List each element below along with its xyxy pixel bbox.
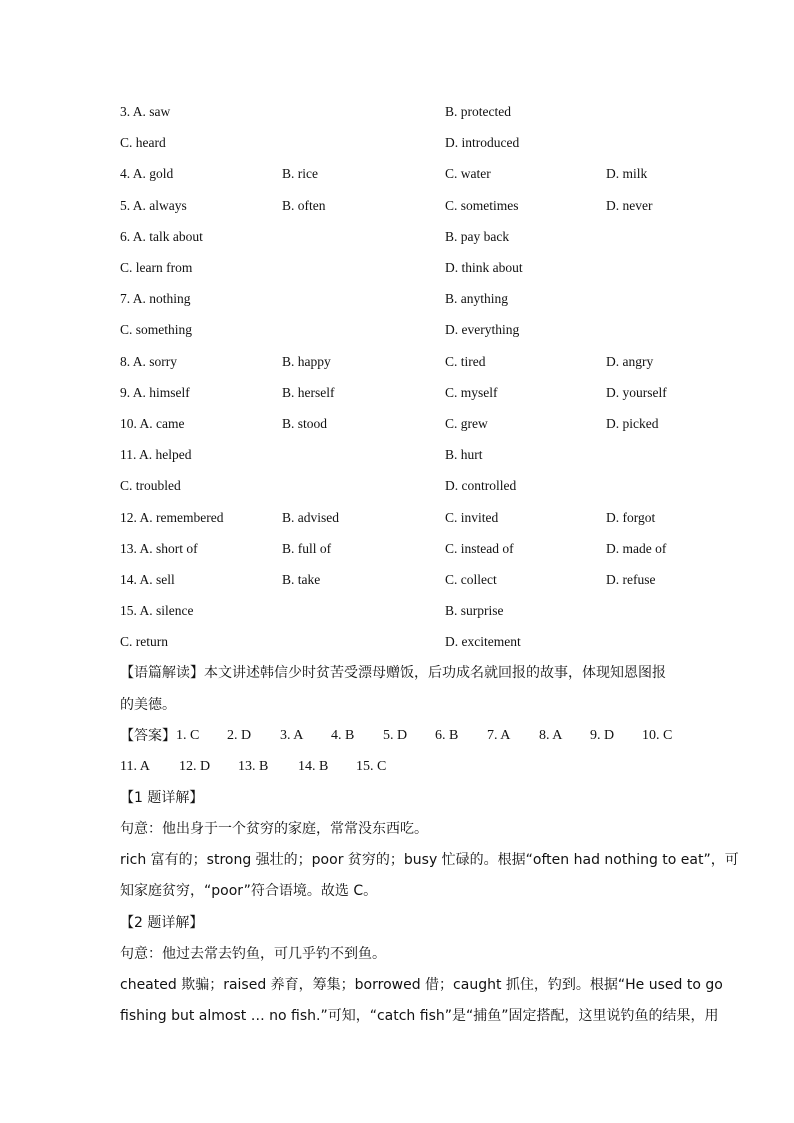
option-row: [120, 413, 680, 435]
answer-item: 5. D: [383, 728, 408, 743]
option-item: B. happy: [282, 353, 331, 369]
option-item: C. collect: [445, 572, 497, 587]
option-item: D. think about: [445, 260, 523, 275]
answer-item: 14. B: [298, 759, 329, 774]
option-item: C. water: [445, 166, 491, 182]
option-row: [120, 444, 680, 466]
option-item: 14. A. sell: [120, 572, 175, 587]
option-item: D. excitement: [445, 634, 521, 650]
q1-line-1: rich 富有的；strong 强壮的；poor 贫穷的；busy 忙碌的。根据“often had nothing to eat”，可: [120, 852, 739, 868]
option-item: 6. A. talk about: [120, 228, 203, 244]
option-item: C. myself: [445, 384, 498, 400]
q1-meaning: 句意：他出身于一个贫穷的家庭，常常没东西吃。: [120, 821, 428, 837]
option-item: 10. A. came: [120, 416, 185, 431]
option-item: C. tired: [445, 353, 486, 369]
option-item: 5. A. always: [120, 197, 187, 213]
answer-item: 11. A: [120, 759, 150, 774]
reading-line-1: 【语篇解读】本文讲述韩信少时贫苦受漂母赠饭，后功成名就回报的故事，体现知恩图报: [120, 665, 666, 681]
option-item: 15. A. silence: [120, 603, 194, 619]
option-row: [120, 226, 680, 248]
option-item: C. something: [120, 322, 193, 338]
option-row: [120, 569, 680, 591]
answer-item: 12. D: [179, 759, 211, 774]
q1-heading: 【1 题详解】: [120, 790, 204, 806]
option-item: 7. A. nothing: [120, 291, 191, 307]
answer-item: 9. D: [590, 728, 615, 743]
option-item: C. heard: [120, 135, 166, 151]
q2-heading: 【2 题详解】: [120, 915, 204, 931]
option-item: 13. A. short of: [120, 540, 198, 556]
option-item: 4. A. gold: [120, 166, 174, 182]
option-item: C. instead of: [445, 540, 514, 556]
answer-item: 7. A: [487, 728, 511, 743]
option-row: [120, 319, 680, 341]
option-item: B. pay back: [445, 228, 510, 244]
q2-line-2: fishing but almost … no fish.”可知，“catch fish”是“捕鱼”固定搭配，这里说钓鱼的结果，用: [120, 1008, 719, 1024]
answer-item: 15. C: [356, 759, 387, 774]
option-item: C. return: [120, 634, 168, 650]
option-row: [120, 507, 680, 529]
option-row: [120, 600, 680, 622]
option-row: [120, 351, 680, 373]
option-item: C. learn from: [120, 260, 193, 275]
option-item: B. often: [282, 197, 326, 213]
option-row: [120, 101, 680, 123]
option-row: [120, 538, 680, 560]
option-item: D. everything: [445, 322, 520, 338]
option-row: [120, 475, 680, 497]
option-item: D. milk: [606, 166, 648, 182]
q1-line-2: 知家庭贫穷，“poor”符合语境。故选 C。: [120, 883, 378, 899]
option-item: 8. A. sorry: [120, 353, 177, 369]
option-item: B. take: [282, 572, 321, 587]
option-item: C. troubled: [120, 478, 181, 494]
option-item: D. never: [606, 197, 653, 213]
option-item: 11. A. helped: [120, 447, 192, 463]
option-item: B. surprise: [445, 603, 504, 619]
answer-item: 8. A: [539, 728, 563, 743]
option-item: B. anything: [445, 291, 508, 307]
answer-item: 13. B: [238, 759, 269, 774]
option-row: [120, 195, 680, 217]
option-item: D. forgot: [606, 509, 656, 525]
option-item: D. introduced: [445, 135, 520, 151]
answer-item: 2. D: [227, 728, 252, 743]
option-item: D. made of: [606, 540, 667, 556]
option-row: [120, 257, 680, 279]
reading-line-2: 的美德。: [120, 697, 176, 713]
option-item: D. refuse: [606, 572, 656, 587]
answer-item: 3. A: [280, 728, 304, 743]
option-item: C. sometimes: [445, 197, 519, 213]
option-item: B. herself: [282, 384, 335, 400]
option-item: 3. A. saw: [120, 104, 171, 119]
q2-meaning: 句意：他过去常去钓鱼，可几乎钓不到鱼。: [120, 946, 386, 962]
option-item: D. picked: [606, 416, 659, 431]
option-item: B. hurt: [445, 447, 483, 463]
option-item: B. rice: [282, 166, 318, 182]
option-row: [120, 288, 680, 310]
option-item: 12. A. remembered: [120, 509, 224, 525]
answer-item: 6. B: [435, 728, 459, 743]
option-row: [120, 382, 680, 404]
option-item: B. stood: [282, 416, 328, 431]
answer-item: 1. C: [176, 728, 200, 743]
option-row: [120, 163, 680, 185]
option-row: [120, 631, 680, 653]
answers-label: 【答案】: [120, 728, 176, 744]
q2-line-1: cheated 欺骗；raised 养育，筹集；borrowed 借；caught 抓住，钓到。根据“He used to go: [120, 977, 723, 993]
option-item: 9. A. himself: [120, 384, 190, 400]
option-item: D. angry: [606, 353, 654, 369]
option-row: [120, 132, 680, 154]
answer-item: 4. B: [331, 728, 355, 743]
option-item: D. yourself: [606, 384, 667, 400]
answer-item: 10. C: [642, 728, 673, 743]
option-item: B. protected: [445, 104, 511, 119]
option-item: C. grew: [445, 416, 488, 431]
option-item: B. full of: [282, 540, 332, 556]
option-item: C. invited: [445, 509, 499, 525]
option-item: B. advised: [282, 509, 339, 525]
option-item: D. controlled: [445, 478, 517, 494]
